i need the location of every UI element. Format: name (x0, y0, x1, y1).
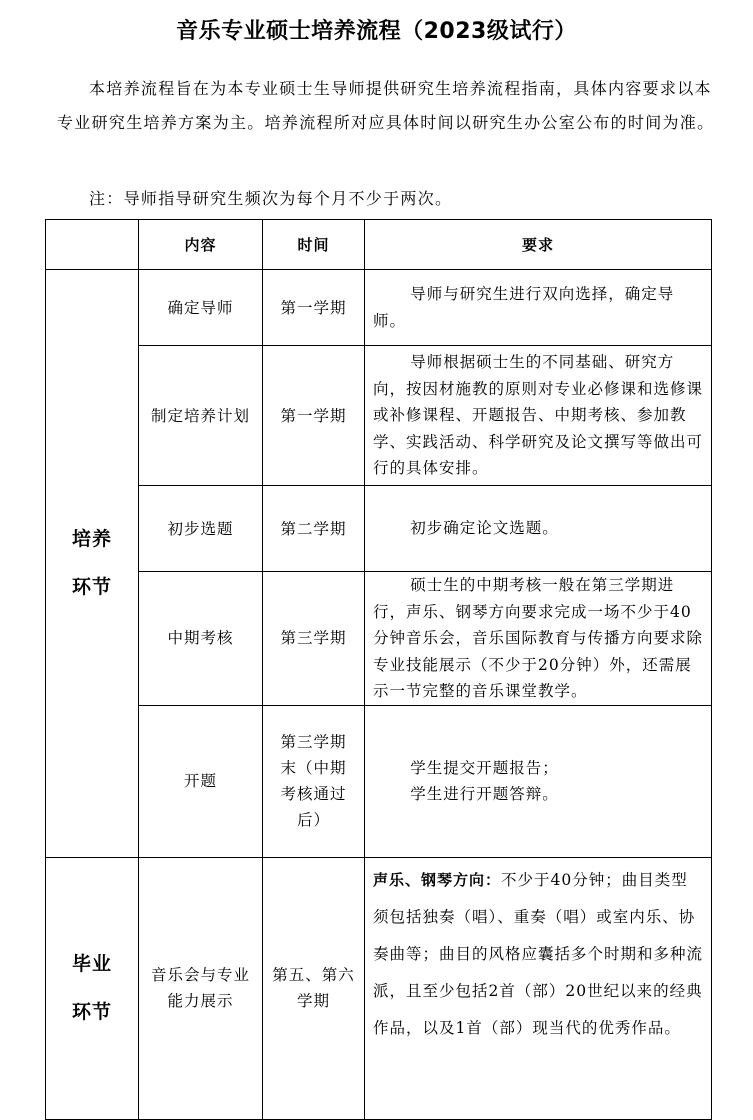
cell-requirement (365, 486, 712, 572)
category-graduation (46, 857, 139, 1119)
table-row (46, 572, 712, 706)
table-header-row (46, 220, 712, 270)
cell-requirement (365, 346, 712, 486)
requirement-text: 导师根据硕士生的不同基础、研究方向，按因材施教的原则对专业必修课和选修课或补修课程、开题报告、中期考核、参加教学、实践活动、科学研究及论文撰写等做出可行的具体安排。 (373, 353, 704, 478)
cell-time: 第一学期 (263, 270, 365, 346)
requirement-line: 学生提交开题报告； (410, 758, 559, 777)
requirement-line: 学生进行开题答辩。 (410, 785, 559, 803)
cell-time: 第一学期 (263, 346, 365, 486)
requirement-text: 不少于40分钟；曲目类型须包括独奏（唱）、重奏（唱）或室内乐、协奏曲等；曲目的风格应囊括多个时期和多种流派，且至少包括2首（部）20世纪以来的经典作品，以及1首（部）现当代的优秀作品。 (373, 870, 704, 1037)
header-time: 时间 (263, 220, 365, 270)
category-line: 环节 (71, 576, 112, 599)
cell-requirement (365, 857, 712, 1119)
cell-content: 制定培养计划 (139, 346, 263, 486)
cell-time: 第二学期 (263, 486, 365, 572)
cell-content: 开题 (139, 705, 263, 857)
table-row (46, 346, 712, 486)
requirement-text: 初步确定论文选题。 (410, 519, 559, 538)
training-process-table (45, 219, 712, 1120)
cell-content: 中期考核 (139, 572, 263, 706)
requirement-bold-label: 声乐、钢琴方向： (373, 870, 502, 889)
requirement-text: 硕士生的中期考核一般在第三学期进行，声乐、钢琴方向要求完成一场不少于40分钟音乐会，音乐国际教育与传播方向要求除专业技能展示（不少于20分钟）外，还需展示一节完整的音乐课堂教学。 (373, 576, 704, 700)
header-requirement: 要求 (365, 220, 712, 270)
category-training (46, 270, 139, 858)
cell-requirement (365, 270, 712, 346)
table-row (46, 705, 712, 857)
cell-time: 第三学期 (263, 572, 365, 706)
cell-content: 音乐会与专业能力展示 (139, 857, 263, 1119)
cell-requirement (365, 572, 712, 706)
category-line: 毕业 (71, 953, 112, 975)
requirement-text: 导师与研究生进行双向选择，确定导师。 (373, 285, 675, 330)
note-text: 注：导师指导研究生频次为每个月不少于两次。 (89, 189, 453, 208)
table-row (46, 486, 712, 572)
table-row (46, 857, 712, 1119)
cell-requirement (365, 705, 712, 857)
category-line: 环节 (71, 1001, 112, 1023)
intro-paragraph: 本培养流程旨在为本专业硕士生导师提供研究生培养流程指南，具体内容要求以本专业研究生培养方案为主。培养流程所对应具体时间以研究生办公室公布的时间为准。 (57, 79, 715, 132)
header-blank (46, 220, 139, 270)
cell-time: 第五、第六学期 (263, 857, 365, 1119)
cell-content: 确定导师 (139, 270, 263, 346)
category-line: 培养 (71, 528, 112, 551)
header-content: 内容 (139, 220, 263, 270)
table-row (46, 270, 712, 346)
page-title: 音乐专业硕士培养流程（2023级试行） (176, 19, 577, 44)
cell-content: 初步选题 (139, 486, 263, 572)
cell-time: 第三学期末（中期考核通过后） (263, 705, 365, 857)
